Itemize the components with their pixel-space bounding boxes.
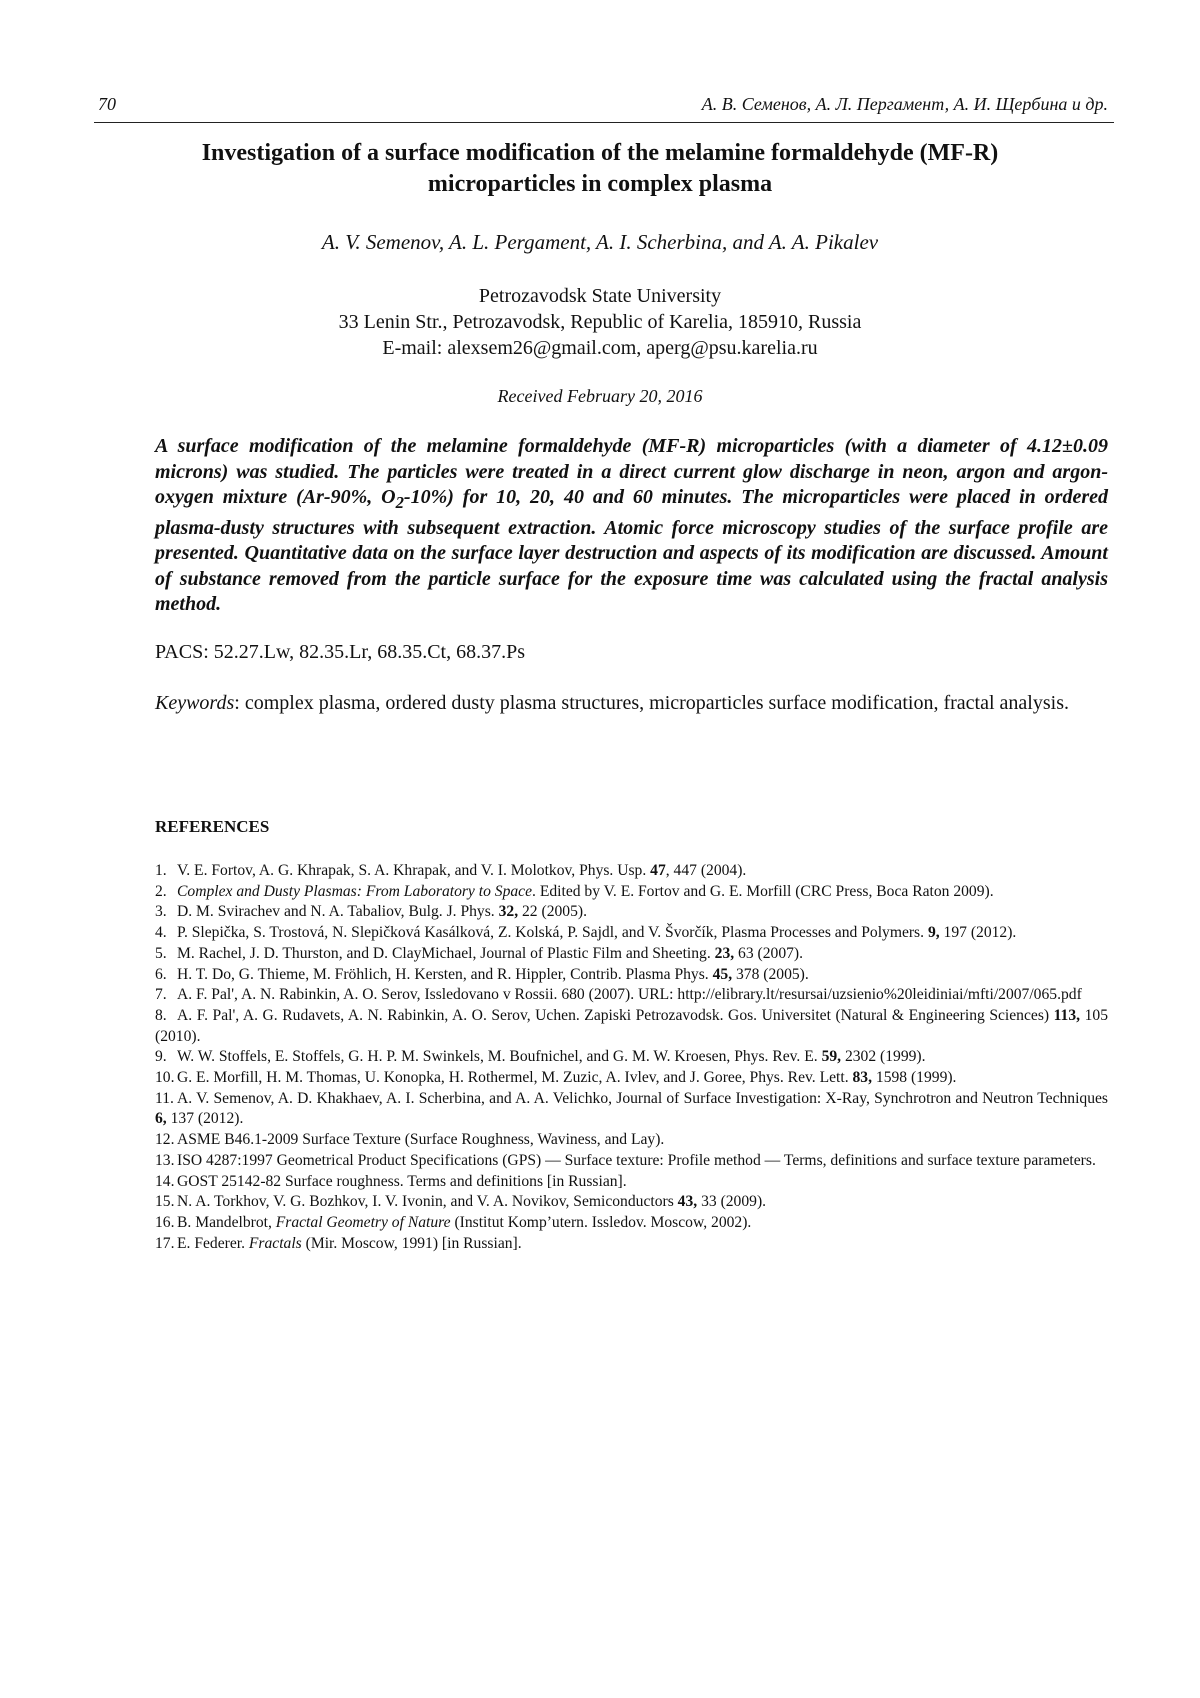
reference-text: Fractal Geometry of Nature	[275, 1213, 451, 1231]
reference-text: 83,	[852, 1069, 872, 1087]
reference-text: 1598 (1999).	[872, 1069, 957, 1087]
abstract-subscript: 2	[395, 493, 404, 512]
reference-item	[155, 965, 1108, 986]
reference-text: 22 (2005).	[518, 903, 587, 921]
abstract	[155, 434, 1108, 618]
reference-number: 2.	[155, 882, 167, 900]
reference-item	[155, 1068, 1108, 1089]
running-head-authors: А. В. Семенов, А. Л. Пергамент, А. И. Щербина и др.	[701, 94, 1108, 114]
running-head	[94, 92, 1114, 123]
reference-text: Complex and Dusty Plasmas: From Laboratory to Space	[177, 882, 533, 900]
reference-text: A. F. Pal', A. N. Rabinkin, A. O. Serov, Issledovano v Rossii. 680 (2007). URL: http://elibrary.lt/resursai/uzsienio%20leidiniai/mfti/2007/065.pdf	[177, 986, 1082, 1004]
reference-text: 59,	[821, 1048, 842, 1066]
reference-text: 9,	[927, 924, 940, 942]
reference-number: 4.	[155, 924, 167, 942]
reference-text: (Institut Komp’utern. Issledov. Moscow, 2002).	[450, 1213, 752, 1231]
reference-text: GOST 25142-82 Surface roughness. Terms and definitions [in Russian].	[177, 1172, 627, 1190]
reference-text: V. E. Fortov, A. G. Khrapak, S. A. Khrapak, and V. I. Molotkov, Phys. Usp.	[177, 862, 651, 879]
reference-number: 15.	[155, 1193, 175, 1211]
reference-number: 7.	[155, 986, 167, 1004]
reference-item	[155, 1089, 1108, 1130]
reference-item	[155, 1006, 1108, 1047]
reference-item	[155, 944, 1108, 965]
reference-item	[155, 902, 1108, 923]
reference-text: 113,	[1053, 1006, 1081, 1024]
reference-number: 9.	[155, 1048, 167, 1066]
reference-number: 13.	[155, 1151, 175, 1169]
keywords-label: Keywords	[155, 692, 235, 714]
reference-text: H. T. Do, G. Thieme, M. Fröhlich, H. Kersten, and R. Hippler, Contrib. Plasma Phys.	[177, 965, 713, 983]
reference-item	[155, 1151, 1108, 1172]
reference-text: 137 (2012).	[166, 1110, 244, 1128]
reference-text: M. Rachel, J. D. Thurston, and D. ClayMichael, Journal of Plastic Film and Sheeting.	[177, 944, 715, 962]
reference-item	[155, 1047, 1108, 1068]
reference-item	[155, 1172, 1108, 1193]
reference-text: N. A. Torkhov, V. G. Bozhkov, I. V. Ivonin, and V. A. Novikov, Semiconductors	[177, 1193, 678, 1211]
reference-number: 16.	[155, 1213, 175, 1231]
reference-item	[155, 1213, 1108, 1234]
reference-number: 3.	[155, 903, 167, 921]
reference-number: 14.	[155, 1172, 175, 1190]
reference-text: E. Federer.	[177, 1234, 249, 1252]
reference-item	[155, 1192, 1108, 1213]
affiliation-address: 33 Lenin Str., Petrozavodsk, Republic of Karelia, 185910, Russia	[338, 311, 862, 333]
reference-text: Fractals	[248, 1234, 302, 1252]
references-heading: REFERENCES	[155, 817, 270, 836]
reference-text: 378 (2005).	[732, 965, 809, 983]
reference-item	[155, 923, 1108, 944]
title-line: microparticles in complex plasma	[427, 171, 773, 197]
reference-item	[155, 985, 1108, 1006]
keywords	[155, 690, 1108, 717]
reference-number: 1.	[155, 862, 167, 879]
affiliation	[150, 283, 1050, 361]
reference-item	[155, 1234, 1108, 1255]
reference-text: . Edited by V. E. Fortov and G. E. Morfill (CRC Press, Boca Raton 2009).	[532, 882, 994, 900]
reference-number: 6.	[155, 965, 167, 983]
reference-text: P. Slepička, S. Trostová, N. Slepičková Kasálková, Z. Kolská, P. Sajdl, and V. Švorčík, Plasma Processes and Polymers.	[177, 924, 928, 942]
reference-text: 33 (2009).	[697, 1193, 767, 1211]
page-number: 70	[98, 94, 116, 114]
reference-number: 17.	[155, 1234, 175, 1252]
pacs-codes: PACS: 52.27.Lw, 82.35.Lr, 68.35.Ct, 68.37.Ps	[155, 641, 525, 663]
reference-text: 6,	[155, 1110, 167, 1128]
affiliation-institution: Petrozavodsk State University	[478, 285, 722, 307]
reference-text: D. M. Svirachev and N. A. Tabaliov, Bulg. J. Phys.	[177, 903, 499, 921]
reference-number: 5.	[155, 944, 167, 962]
reference-text: A. V. Semenov, A. D. Khakhaev, A. I. Scherbina, and A. A. Velichko, Journal of Surface Investigation: X-Ray, Synchrotron and Neutron Techniques	[177, 1089, 1108, 1107]
reference-text: 105 (2010).	[155, 1006, 1108, 1045]
keywords-text: : complex plasma, ordered dusty plasma structures, microparticles surface modification, fractal analysis.	[234, 692, 1069, 714]
reference-text: ISO 4287:1997 Geometrical Product Specifications (GPS) — Surface texture: Profile method — Terms, definitions and surface texture parameters.	[177, 1151, 1096, 1169]
abstract-text: A surface modification of the melamine formaldehyde (MF-R) microparticles (with a diameter of 4.12±0.09 microns) was studied. The particles were treated in a direct current glow discharge in neon, argon and argon-oxygen mixture (Ar-90%, O	[155, 435, 1108, 508]
reference-number: 12.	[155, 1131, 175, 1149]
reference-item	[155, 882, 1108, 903]
affiliation-email: E-mail: alexsem26@gmail.com, aperg@psu.karelia.ru	[382, 337, 818, 359]
received-date: Received February 20, 2016	[497, 386, 703, 406]
reference-item	[155, 1130, 1108, 1151]
reference-number: 10.	[155, 1069, 175, 1087]
reference-text: 63 (2007).	[734, 944, 804, 962]
references-list	[155, 861, 1108, 1254]
reference-text: A. F. Pal', A. G. Rudavets, A. N. Rabinkin, A. O. Serov, Uchen. Zapiski Petrozavodsk. Gos. Universitet (Natural & Engineering Sciences)	[177, 1006, 1054, 1024]
reference-text: ASME B46.1-2009 Surface Texture (Surface Roughness, Waviness, and Lay).	[177, 1131, 665, 1149]
reference-item	[155, 861, 1108, 882]
reference-text: (Mir. Moscow, 1991) [in Russian].	[301, 1234, 522, 1252]
reference-text: 47	[650, 862, 666, 879]
article-authors: A. V. Semenov, A. L. Pergament, A. I. Scherbina, and A. A. Pikalev	[321, 230, 879, 254]
abstract-text: -10%) for 10, 20, 40 and 60 minutes. The microparticles were placed in ordered plasma-dusty structures with subsequent extraction. Atomic force microscopy studies of the surface profile are presented. Quantitative data on the surface layer destruction and aspects of its modification are discussed. Amount of substance removed from the particle surface for the exposure time was calculated using the fractal analysis method.	[155, 486, 1108, 615]
reference-number: 11.	[155, 1089, 174, 1107]
reference-text: 2302 (1999).	[841, 1048, 926, 1066]
reference-text: , 447 (2004).	[665, 862, 747, 879]
reference-text: 23,	[714, 944, 735, 962]
title-line: Investigation of a surface modification of the melamine formaldehyde (MF-R)	[201, 140, 999, 166]
reference-text: 45,	[712, 965, 733, 983]
reference-text: 43,	[677, 1193, 698, 1211]
reference-text: 197 (2012).	[939, 924, 1017, 942]
reference-number: 8.	[155, 1006, 167, 1024]
reference-text: G. E. Morfill, H. M. Thomas, U. Konopka, H. Rothermel, M. Zuzic, A. Ivlev, and J. Goree, Phys. Rev. Lett.	[177, 1069, 853, 1087]
reference-text: B. Mandelbrot,	[177, 1213, 276, 1231]
reference-text: 32,	[498, 903, 519, 921]
reference-text: W. W. Stoffels, E. Stoffels, G. H. P. M. Swinkels, M. Boufnichel, and G. M. W. Kroesen, Phys. Rev. E.	[177, 1048, 822, 1066]
article-title	[120, 138, 1080, 200]
